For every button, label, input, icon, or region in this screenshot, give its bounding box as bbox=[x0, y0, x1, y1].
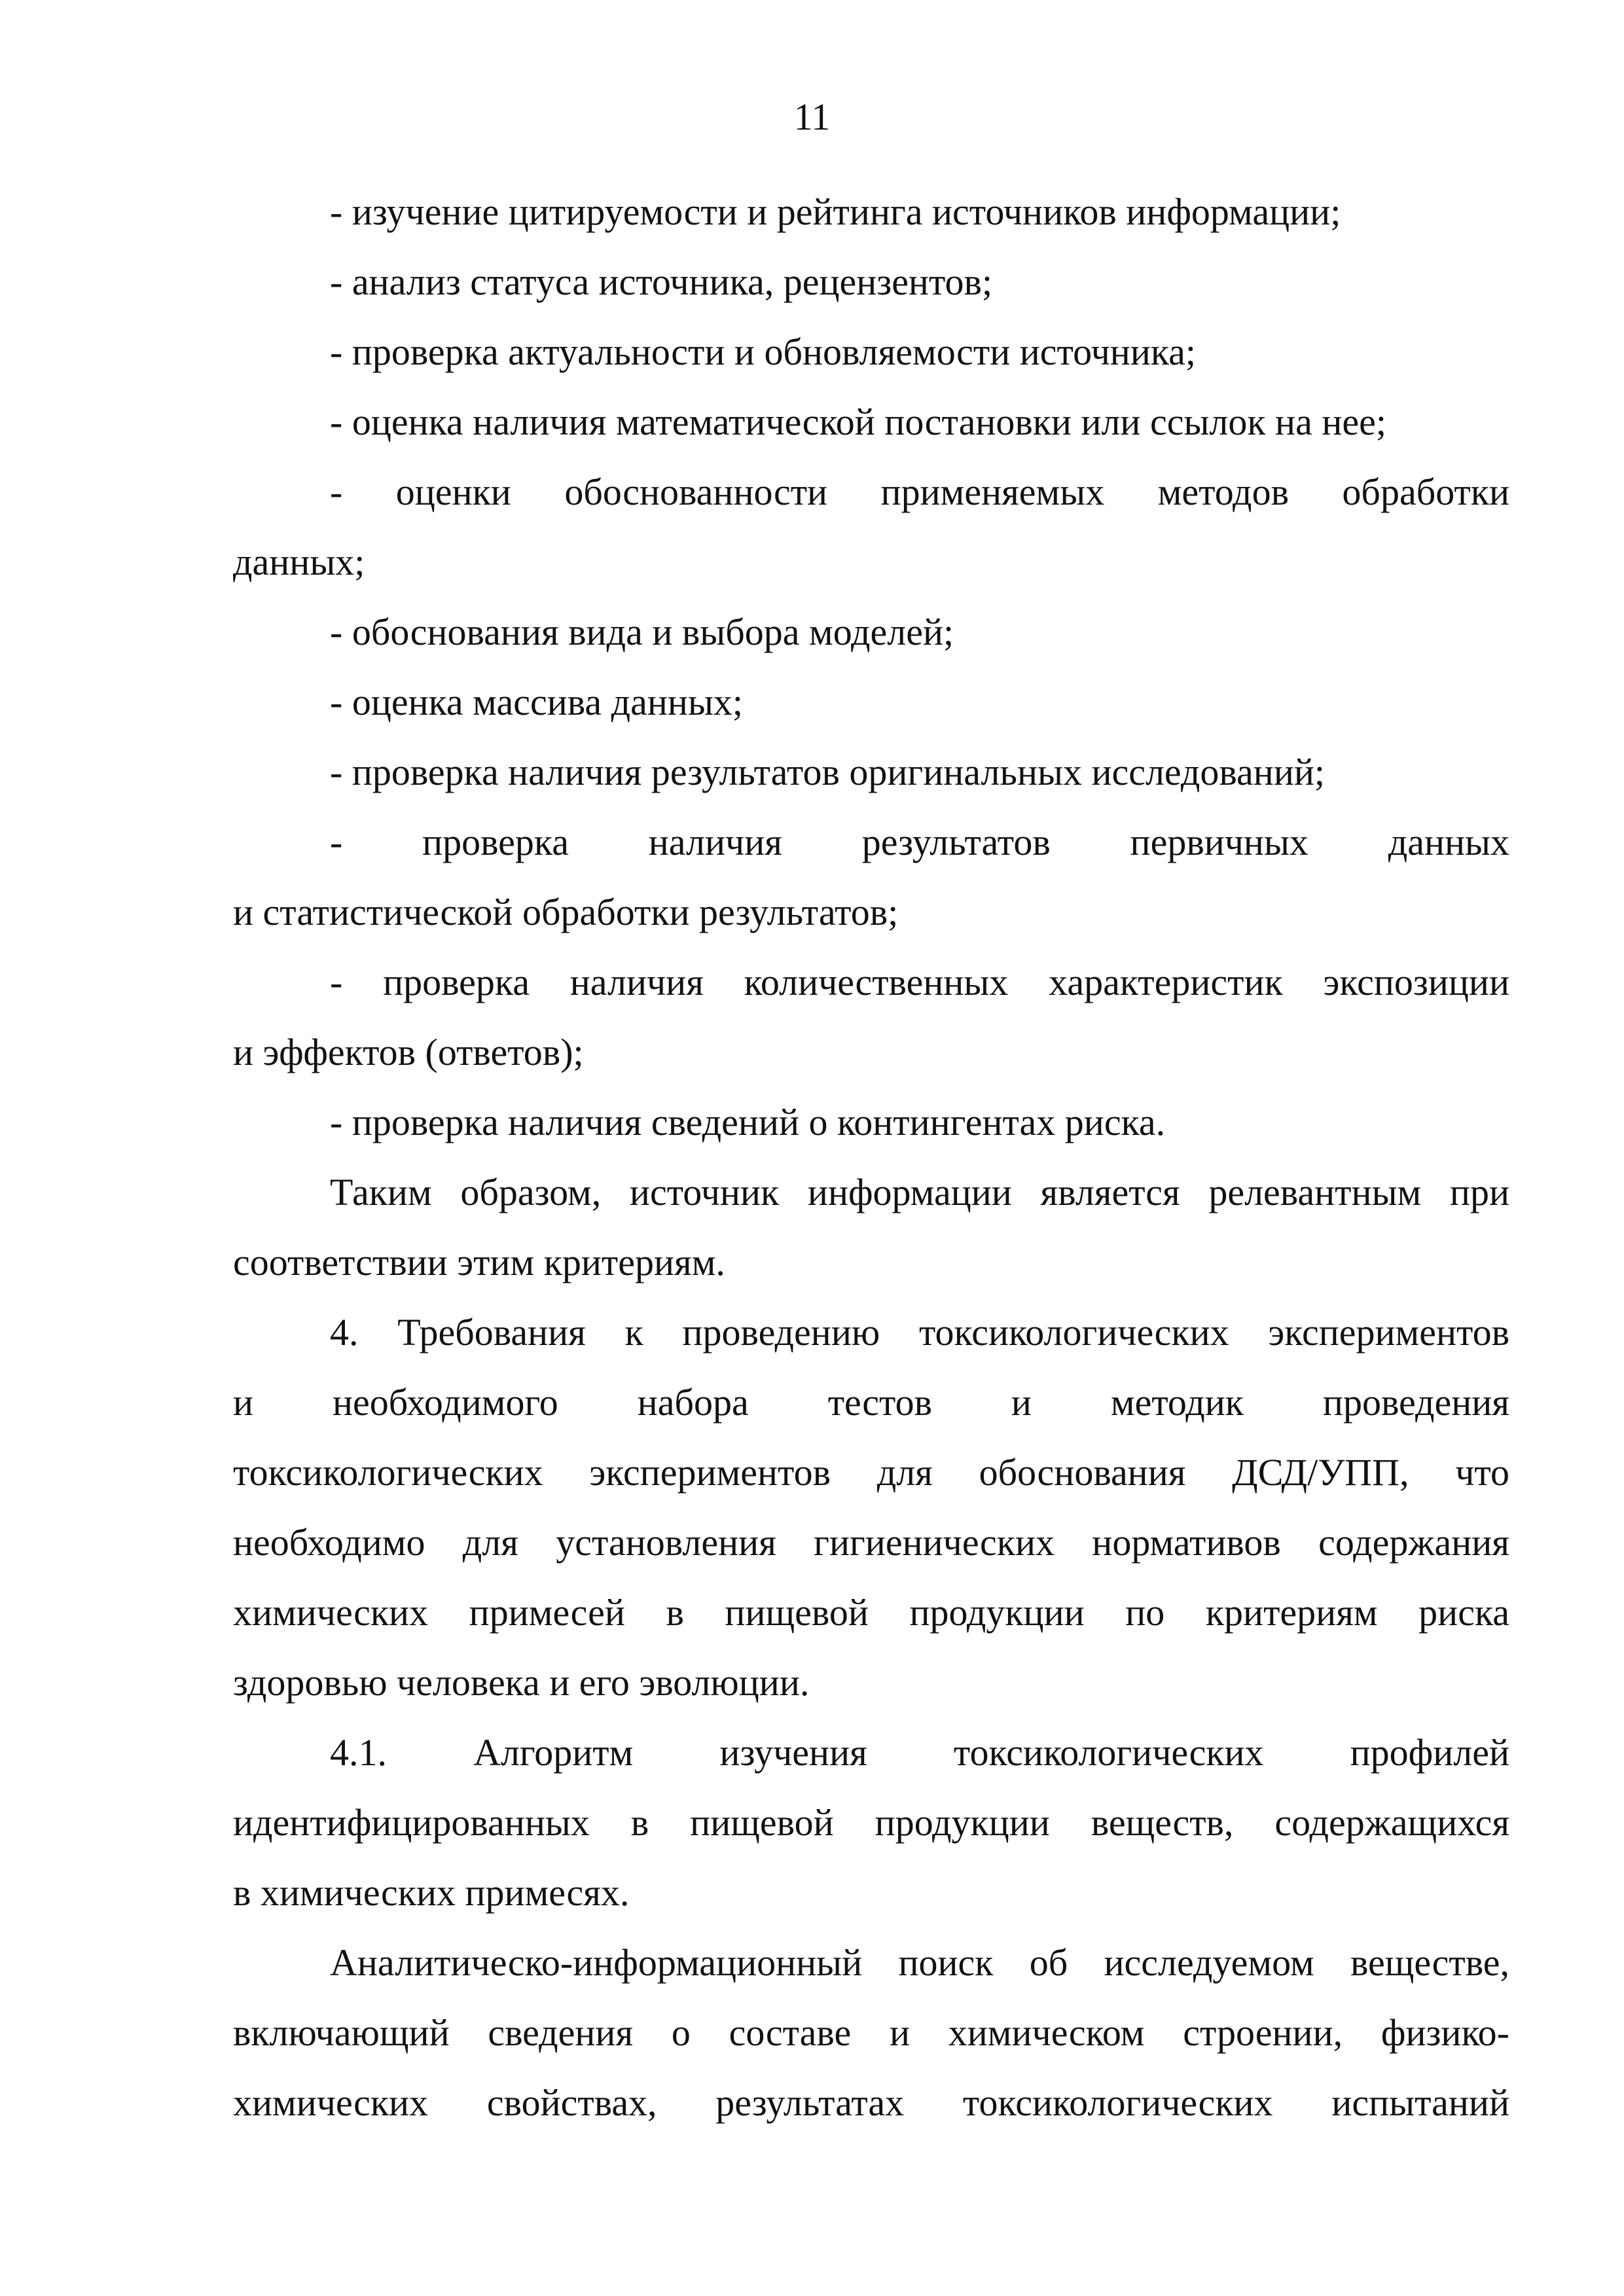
text-line: Аналитическо-информационный поиск об исследуемом веществе, bbox=[330, 1941, 1509, 1984]
text-line: и статистической обработки результатов; bbox=[233, 891, 899, 933]
text-line: - проверка наличия результатов первичных данных bbox=[330, 821, 1509, 863]
text-line: химических свойствах, результатах токсикологических испытаний bbox=[233, 2081, 1509, 2124]
text-line: необходимо для установления гигиенических нормативов содержания bbox=[233, 1521, 1509, 1564]
text-line: Таким образом, источник информации является релевантным при bbox=[330, 1171, 1509, 1213]
text-line: - оценка наличия математической постановки или ссылок на нее; bbox=[330, 401, 1386, 443]
text-line: - обоснования вида и выбора моделей; bbox=[330, 611, 954, 653]
text-line: - оценки обоснованности применяемых методов обработки bbox=[330, 471, 1509, 513]
text-line: - анализ статуса источника, рецензентов; bbox=[330, 260, 993, 303]
text-line: 4. Требования к проведению токсикологических экспериментов bbox=[330, 1311, 1509, 1354]
text-line: включающий сведения о составе и химическом строении, физико- bbox=[233, 2011, 1509, 2054]
text-line: и эффектов (ответов); bbox=[233, 1031, 584, 1073]
text-line: - проверка наличия результатов оригинальных исследований; bbox=[330, 751, 1326, 793]
text-line: - проверка наличия количественных характеристик экспозиции bbox=[330, 961, 1509, 1003]
page-number: 11 bbox=[793, 96, 831, 138]
text-line: соответствии этим критериям. bbox=[233, 1241, 725, 1283]
text-line: - проверка наличия сведений о контингентах риска. bbox=[330, 1101, 1166, 1143]
text-line: - оценка массива данных; bbox=[330, 681, 744, 723]
text-line: 4.1. Алгоритм изучения токсикологических профилей bbox=[330, 1731, 1509, 1774]
text-line: данных; bbox=[233, 541, 365, 583]
text-line: здоровью человека и его эволюции. bbox=[233, 1661, 810, 1704]
text-line: в химических примесях. bbox=[233, 1871, 630, 1914]
text-line: и необходимого набора тестов и методик проведения bbox=[233, 1381, 1509, 1424]
document-body bbox=[233, 177, 1509, 2138]
text-line: - изучение цитируемости и рейтинга источников информации; bbox=[330, 190, 1341, 233]
text-line: идентифицированных в пищевой продукции веществ, содержащихся bbox=[233, 1801, 1509, 1844]
text-line: токсикологических экспериментов для обоснования ДСД/УПП, что bbox=[233, 1451, 1509, 1494]
text-line: - проверка актуальности и обновляемости источника; bbox=[330, 331, 1197, 373]
text-line: химических примесей в пищевой продукции по критериям риска bbox=[233, 1591, 1509, 1634]
